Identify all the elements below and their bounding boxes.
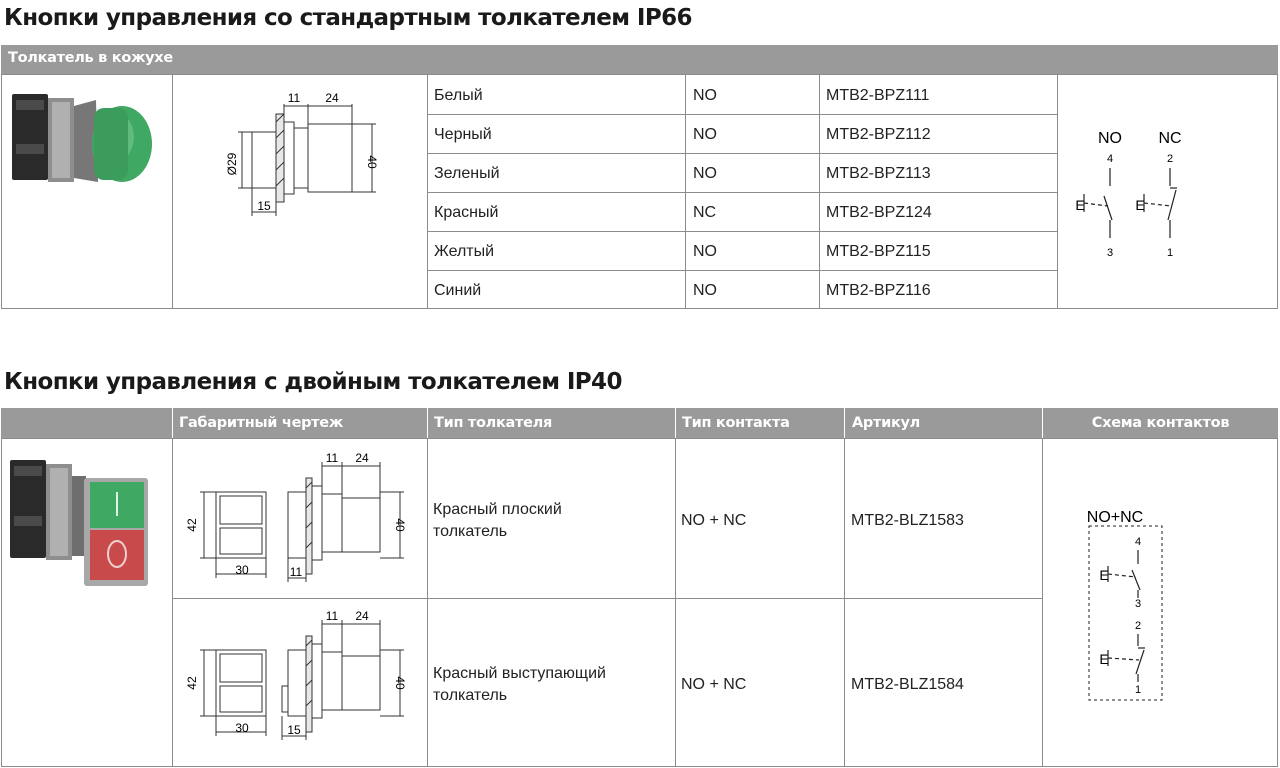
row4-article: MTB2-BPZ124 xyxy=(826,204,932,221)
row1-color: Белый xyxy=(434,87,483,104)
svg-text:11: 11 xyxy=(289,565,303,579)
dimension-drawing-standard xyxy=(222,88,392,218)
dim-24: 24 xyxy=(325,91,339,105)
row5-color: Желтый xyxy=(434,243,495,260)
product-image-green-button xyxy=(6,82,156,194)
row4-color: Красный xyxy=(434,204,499,221)
row5-article: MTB2-BPZ115 xyxy=(826,243,931,260)
svg-text:40: 40 xyxy=(393,518,407,532)
svg-text:15: 15 xyxy=(287,723,301,737)
svg-text:11: 11 xyxy=(325,609,339,623)
svg-text:24: 24 xyxy=(355,451,369,465)
row-a-contact: NO + NC xyxy=(681,512,747,529)
row1-article: MTB2-BPZ111 xyxy=(826,87,930,104)
row-b-contact: NO + NC xyxy=(681,676,747,693)
row4-contact: NC xyxy=(693,204,717,221)
svg-text:2: 2 xyxy=(1166,153,1174,165)
svg-text:42: 42 xyxy=(185,518,199,532)
header-contact: Тип контакта xyxy=(682,415,790,431)
row-a-pusher-line2: толкатель xyxy=(433,523,508,540)
schema2-label: NO+NC xyxy=(1086,509,1144,526)
header-article: Артикул xyxy=(852,415,920,431)
contact-schema-no-nc xyxy=(1070,120,1200,270)
svg-text:2: 2 xyxy=(1134,620,1142,632)
dim-40: 40 xyxy=(365,155,379,169)
row6-color: Синий xyxy=(434,282,482,299)
dim-29: Ø29 xyxy=(225,152,239,176)
svg-text:24: 24 xyxy=(355,609,369,623)
section1-bar-label: Толкатель в кожухе xyxy=(8,50,173,66)
row-b-pusher-line2: толкатель xyxy=(433,687,508,704)
row1-contact: NO xyxy=(693,87,717,104)
row2-article: MTB2-BPZ112 xyxy=(826,126,931,143)
section2-header-bar xyxy=(1,408,1278,438)
schema-no-label: NO xyxy=(1098,130,1122,147)
svg-text:E: E xyxy=(1075,197,1085,213)
row2-contact: NO xyxy=(693,126,717,143)
svg-text:4: 4 xyxy=(1134,536,1142,548)
row3-color: Зеленый xyxy=(434,165,500,182)
svg-text:30: 30 xyxy=(235,721,249,735)
row6-article: MTB2-BPZ116 xyxy=(826,282,931,299)
row3-contact: NO xyxy=(693,165,717,182)
row-a-article: MTB2-BLZ1583 xyxy=(851,512,964,529)
svg-text:E: E xyxy=(1099,651,1109,667)
svg-text:E: E xyxy=(1099,567,1109,583)
section1-bar xyxy=(1,45,1278,74)
row-a-pusher-line1: Красный плоский xyxy=(433,501,562,518)
svg-text:30: 30 xyxy=(235,563,249,577)
product-image-double-button xyxy=(6,446,166,596)
row-b-article: MTB2-BLZ1584 xyxy=(851,676,964,693)
section2-title: Кнопки управления с двойным толкателем IP40 xyxy=(4,369,622,395)
row6-contact: NO xyxy=(693,282,717,299)
section1-title: Кнопки управления со стандартным толкателем IP66 xyxy=(4,5,692,31)
row2-color: Черный xyxy=(434,126,492,143)
dim-15: 15 xyxy=(257,199,271,213)
schema-nc-label: NC xyxy=(1158,130,1182,147)
contact-schema-no-plus-nc xyxy=(1080,500,1180,710)
svg-text:42: 42 xyxy=(185,676,199,690)
dim-11: 11 xyxy=(287,91,301,105)
svg-text:3: 3 xyxy=(1106,247,1114,259)
svg-text:4: 4 xyxy=(1106,153,1114,165)
dimension-drawing-protruding xyxy=(182,606,422,746)
svg-text:11: 11 xyxy=(325,451,339,465)
svg-text:3: 3 xyxy=(1134,598,1142,610)
svg-text:E: E xyxy=(1135,197,1145,213)
row3-article: MTB2-BPZ113 xyxy=(826,165,931,182)
header-schema: Схема контактов xyxy=(1091,415,1230,431)
svg-text:40: 40 xyxy=(393,676,407,690)
header-drawing: Габаритный чертеж xyxy=(179,415,343,431)
svg-text:1: 1 xyxy=(1134,684,1142,696)
dimension-drawing-flat xyxy=(182,448,422,588)
svg-text:1: 1 xyxy=(1166,247,1174,259)
row5-contact: NO xyxy=(693,243,717,260)
header-pusher: Тип толкателя xyxy=(434,415,552,431)
row-b-pusher-line1: Красный выступающий xyxy=(433,665,606,682)
